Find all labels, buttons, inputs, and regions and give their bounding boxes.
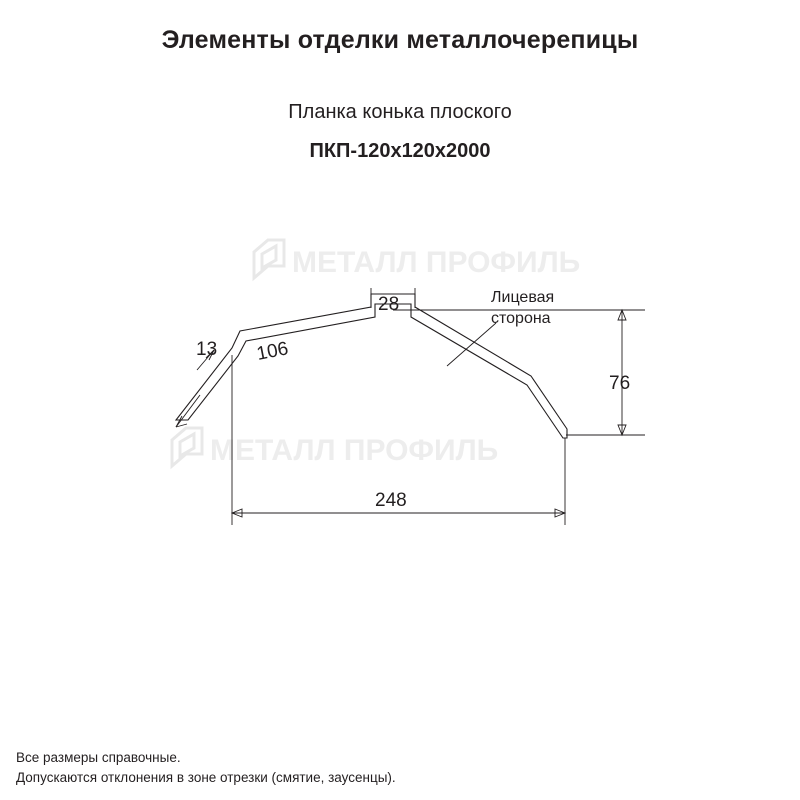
dimension-13-label: 13 (196, 339, 218, 360)
product-code: ПКП-120х120х2000 (309, 140, 491, 162)
footnote-1: Все размеры справочные. (16, 750, 181, 765)
watermark-top (254, 240, 580, 279)
watermark-text: МЕТАЛЛ ПРОФИЛЬ (210, 434, 499, 467)
dimension-106 (255, 338, 290, 365)
technical-drawing (0, 180, 800, 600)
footnotes (16, 748, 396, 788)
dimension-28-label: 28 (378, 294, 400, 315)
face-side-line2: сторона (491, 310, 551, 327)
footnote-2: Допускаются отклонения в зоне отрезки (смятие, заусенцы). (16, 770, 396, 785)
watermark-text: МЕТАЛЛ ПРОФИЛЬ (292, 246, 581, 279)
dimension-76-label: 76 (609, 373, 631, 394)
watermark-bottom (172, 428, 498, 467)
drawing-svg (0, 180, 800, 600)
page-title: Элементы отделки металлочерепицы (161, 26, 639, 54)
face-side-line1: Лицевая (491, 289, 555, 306)
face-side-label (447, 289, 554, 366)
dimension-248-label: 248 (375, 490, 407, 511)
product-name: Планка конька плоского (288, 101, 512, 123)
dimension-28 (371, 288, 415, 315)
dimension-13 (176, 339, 217, 427)
dimension-106-label: 106 (254, 338, 291, 365)
